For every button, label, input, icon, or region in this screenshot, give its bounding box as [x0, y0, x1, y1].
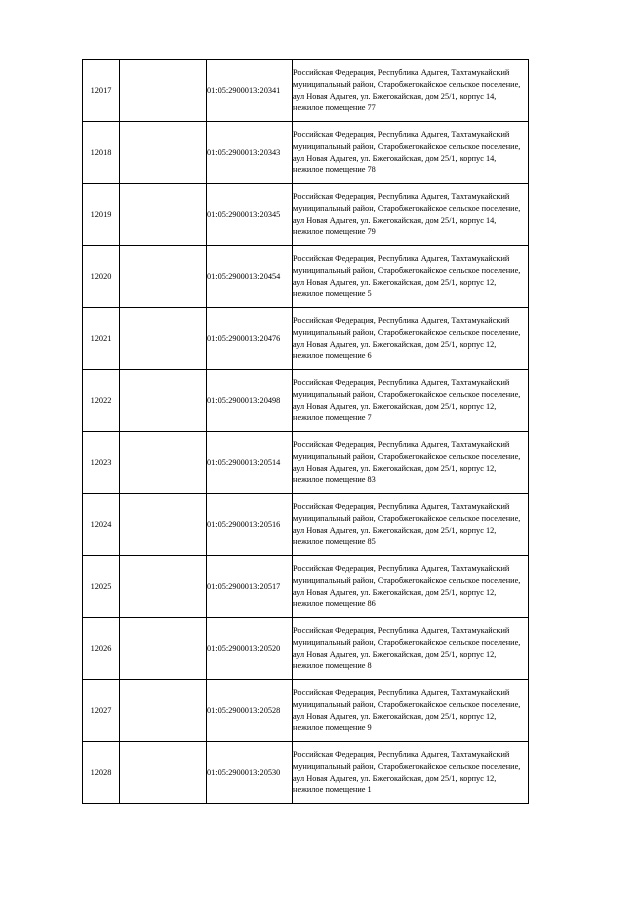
- table-row: [83, 742, 529, 804]
- empty-cell: [120, 618, 207, 680]
- address-cell: Российская Федерация, Республика Адыгея, Тахтамукайский муниципальный район, Старобжегокайское сельское поселение, аул Новая Адыгея, ул. Бжегокайская, дом 25/1, корпус 12, нежилое помещение 83: [293, 432, 529, 494]
- cadastral-number: 01:05:2900013:20514: [207, 432, 293, 494]
- empty-cell: [120, 184, 207, 246]
- table-row: [83, 246, 529, 308]
- cadastral-number: 01:05:2900013:20343: [207, 122, 293, 184]
- address-cell: Российская Федерация, Республика Адыгея, Тахтамукайский муниципальный район, Старобжегокайское сельское поселение, аул Новая Адыгея, ул. Бжегокайская, дом 25/1, корпус 14, нежилое помещение 78: [293, 122, 529, 184]
- row-number: 12028: [83, 742, 120, 804]
- row-number: 12023: [83, 432, 120, 494]
- empty-cell: [120, 122, 207, 184]
- address-cell: Российская Федерация, Республика Адыгея, Тахтамукайский муниципальный район, Старобжегокайское сельское поселение, аул Новая Адыгея, ул. Бжегокайская, дом 25/1, корпус 12, нежилое помещение 7: [293, 370, 529, 432]
- table-row: [83, 618, 529, 680]
- cadastral-number: 01:05:2900013:20476: [207, 308, 293, 370]
- address-cell: Российская Федерация, Республика Адыгея, Тахтамукайский муниципальный район, Старобжегокайское сельское поселение, аул Новая Адыгея, ул. Бжегокайская, дом 25/1, корпус 12, нежилое помещение 6: [293, 308, 529, 370]
- cadastral-number: 01:05:2900013:20454: [207, 246, 293, 308]
- table-row: [83, 184, 529, 246]
- row-number: 12020: [83, 246, 120, 308]
- cadastral-number: 01:05:2900013:20517: [207, 556, 293, 618]
- row-number: 12025: [83, 556, 120, 618]
- empty-cell: [120, 742, 207, 804]
- address-cell: Российская Федерация, Республика Адыгея, Тахтамукайский муниципальный район, Старобжегокайское сельское поселение, аул Новая Адыгея, ул. Бжегокайская, дом 25/1, корпус 12, нежилое помещение 85: [293, 494, 529, 556]
- table-row: [83, 308, 529, 370]
- cadastral-number: 01:05:2900013:20498: [207, 370, 293, 432]
- empty-cell: [120, 370, 207, 432]
- row-number: 12022: [83, 370, 120, 432]
- cadastral-number: 01:05:2900013:20520: [207, 618, 293, 680]
- cadastral-number: 01:05:2900013:20345: [207, 184, 293, 246]
- table-row: [83, 370, 529, 432]
- registry-table: [82, 59, 529, 804]
- cadastral-number: 01:05:2900013:20530: [207, 742, 293, 804]
- address-cell: Российская Федерация, Республика Адыгея, Тахтамукайский муниципальный район, Старобжегокайское сельское поселение, аул Новая Адыгея, ул. Бжегокайская, дом 25/1, корпус 12, нежилое помещение 86: [293, 556, 529, 618]
- table-row: [83, 60, 529, 122]
- empty-cell: [120, 556, 207, 618]
- empty-cell: [120, 60, 207, 122]
- row-number: 12019: [83, 184, 120, 246]
- row-number: 12024: [83, 494, 120, 556]
- empty-cell: [120, 432, 207, 494]
- cadastral-number: 01:05:2900013:20528: [207, 680, 293, 742]
- registry-table-body: [83, 60, 529, 804]
- table-row: [83, 432, 529, 494]
- empty-cell: [120, 494, 207, 556]
- table-row: [83, 556, 529, 618]
- cadastral-number: 01:05:2900013:20516: [207, 494, 293, 556]
- empty-cell: [120, 246, 207, 308]
- table-row: [83, 494, 529, 556]
- empty-cell: [120, 308, 207, 370]
- address-cell: Российская Федерация, Республика Адыгея, Тахтамукайский муниципальный район, Старобжегокайское сельское поселение, аул Новая Адыгея, ул. Бжегокайская, дом 25/1, корпус 12, нежилое помещение 5: [293, 246, 529, 308]
- row-number: 12018: [83, 122, 120, 184]
- cadastral-number: 01:05:2900013:20341: [207, 60, 293, 122]
- row-number: 12027: [83, 680, 120, 742]
- row-number: 12026: [83, 618, 120, 680]
- row-number: 12021: [83, 308, 120, 370]
- address-cell: Российская Федерация, Республика Адыгея, Тахтамукайский муниципальный район, Старобжегокайское сельское поселение, аул Новая Адыгея, ул. Бжегокайская, дом 25/1, корпус 12, нежилое помещение 9: [293, 680, 529, 742]
- address-cell: Российская Федерация, Республика Адыгея, Тахтамукайский муниципальный район, Старобжегокайское сельское поселение, аул Новая Адыгея, ул. Бжегокайская, дом 25/1, корпус 14, нежилое помещение 79: [293, 184, 529, 246]
- table-row: [83, 122, 529, 184]
- address-cell: Российская Федерация, Республика Адыгея, Тахтамукайский муниципальный район, Старобжегокайское сельское поселение, аул Новая Адыгея, ул. Бжегокайская, дом 25/1, корпус 12, нежилое помещение 8: [293, 618, 529, 680]
- address-cell: Российская Федерация, Республика Адыгея, Тахтамукайский муниципальный район, Старобжегокайское сельское поселение, аул Новая Адыгея, ул. Бжегокайская, дом 25/1, корпус 14, нежилое помещение 77: [293, 60, 529, 122]
- empty-cell: [120, 680, 207, 742]
- table-row: [83, 680, 529, 742]
- row-number: 12017: [83, 60, 120, 122]
- address-cell: Российская Федерация, Республика Адыгея, Тахтамукайский муниципальный район, Старобжегокайское сельское поселение, аул Новая Адыгея, ул. Бжегокайская, дом 25/1, корпус 12, нежилое помещение 1: [293, 742, 529, 804]
